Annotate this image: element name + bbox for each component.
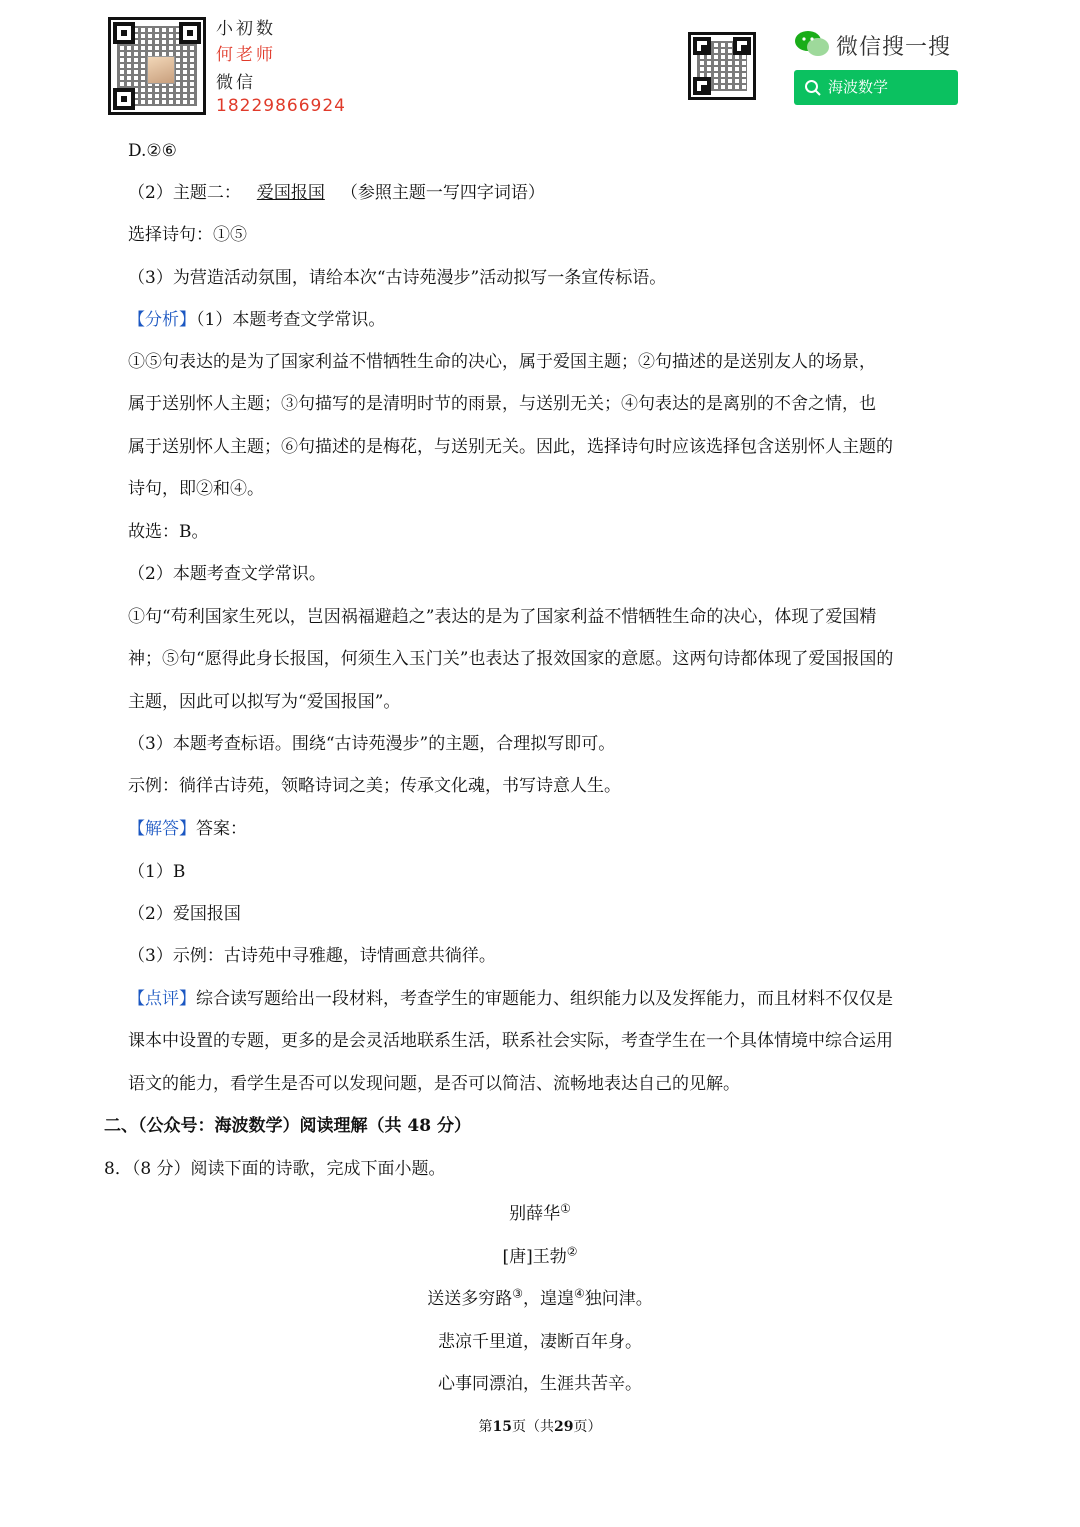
contact-line-3: 微信 [216, 73, 256, 93]
comment-line-1 [128, 987, 893, 1011]
answer-3: （3）示例：古诗苑中寻雅趣，诗情画意共徜徉。 [128, 946, 496, 966]
poem-line-3: 心事同漂泊，生涯共苦辛。 [438, 1374, 642, 1394]
contact-line-1: 小初数 [216, 19, 276, 39]
analysis-line-4: 诗句，即②和④。 [128, 479, 264, 499]
poem-line-1: 送送多穷路③，遑遑④独问津。 [427, 1286, 653, 1309]
note-4: ④ [574, 1286, 585, 1301]
comment-tag: 【点评】 [128, 989, 196, 1009]
analysis-tag: 【分析】 [128, 310, 196, 330]
wechat-search-title: 微信搜一搜 [836, 35, 952, 60]
avatar [147, 56, 175, 84]
contact-phone: 18229866924 [216, 96, 346, 116]
wechat-search-label: 海波数学 [828, 78, 889, 96]
question-2 [128, 181, 545, 205]
analysis-line-3: 属于送别怀人主题；⑥句描述的是梅花，与送别无关。因此，选择诗句时应该选择包含送别怀人主题的 [128, 437, 893, 457]
question-2-select: 选择诗句：①⑤ [128, 225, 247, 245]
contact-line-2: 何老师 [216, 45, 276, 65]
poem-title: 别薛华① [509, 1201, 571, 1224]
comment-text-1: 综合读写题给出一段材料，考查学生的审题能力、组织能力以及发挥能力，而且材料不仅仅是 [196, 989, 893, 1009]
wechat-search-button[interactable] [794, 70, 958, 105]
analysis-line-2: 属于送别怀人主题；③句描写的是清明时节的雨景，与送别无关；④句表达的是离别的不舍之情，也 [128, 394, 876, 414]
answer-1: （1）B [128, 862, 186, 882]
question-3: （3）为营造活动氛围，请给本次“古诗苑漫步”活动拟写一条宣传标语。 [128, 268, 667, 288]
comment-line-3: 语文的能力，看学生是否可以发现问题，是否可以简洁、流畅地表达自己的见解。 [128, 1074, 740, 1094]
page-footer: 第15页（共29页） [478, 1419, 602, 1435]
page-number: 15 [492, 1419, 512, 1435]
answer-heading [128, 817, 247, 841]
analysis-line-1: ①⑤句表达的是为了国家利益不惜牺牲生命的决心，属于爱国主题；②句描述的是送别友人的场景， [128, 352, 876, 372]
question-2-suffix: （参照主题一写四字词语） [340, 183, 545, 203]
comment-line-2: 课本中设置的专题，更多的是会灵活地联系生活，联系社会实际，考查学生在一个具体情境中综合运用 [128, 1031, 893, 1051]
analysis-first: （1）本题考查文学常识。 [196, 310, 386, 330]
poem-author: [唐]王勃② [502, 1244, 578, 1267]
analysis-2-heading: （2）本题考查文学常识。 [128, 564, 326, 584]
search-icon [804, 79, 822, 97]
wechat-icon [794, 30, 830, 58]
note-3: ③ [512, 1286, 523, 1301]
note-2: ② [566, 1244, 578, 1259]
choice: 故选：B。 [128, 522, 209, 542]
example: 示例：徜徉古诗苑，领略诗词之美；传承文化魂，书写诗意人生。 [128, 776, 621, 796]
analysis-heading [128, 308, 385, 332]
page-total: 29 [554, 1419, 574, 1435]
qr-code-right [688, 32, 756, 100]
note-1: ① [560, 1201, 571, 1216]
answer-head: 答案： [196, 819, 247, 839]
question-8: 8．（8 分）阅读下面的诗歌，完成下面小题。 [104, 1159, 446, 1179]
qr-code-left [108, 17, 206, 115]
answer-tag: 【解答】 [128, 819, 196, 839]
question-2-answer: 爱国报国 [256, 183, 325, 203]
analysis-2-line-1: ①句“苟利国家生死以，岂因祸福避趋之”表达的是为了国家利益不惜牺牲生命的决心，体现了爱国精 [128, 607, 877, 627]
answer-2: （2）爱国报国 [128, 904, 241, 924]
poem-line-2: 悲凉千里道，凄断百年身。 [438, 1332, 642, 1352]
analysis-2-line-2: 神；⑤句“愿得此身长报国，何须生入玉门关”也表达了报效国家的意愿。这两句诗都体现了爱国报国的 [128, 649, 894, 669]
question-2-prefix: （2）主题二： [128, 183, 241, 203]
option-d: D.②⑥ [128, 141, 177, 161]
analysis-2-line-3: 主题，因此可以拟写为“爱国报国”。 [128, 692, 401, 712]
analysis-3-heading: （3）本题考查标语。围绕“古诗苑漫步”的主题，合理拟写即可。 [128, 734, 616, 754]
section-2-title: 二、（公众号：海波数学）阅读理解（共 48 分） [104, 1116, 471, 1136]
